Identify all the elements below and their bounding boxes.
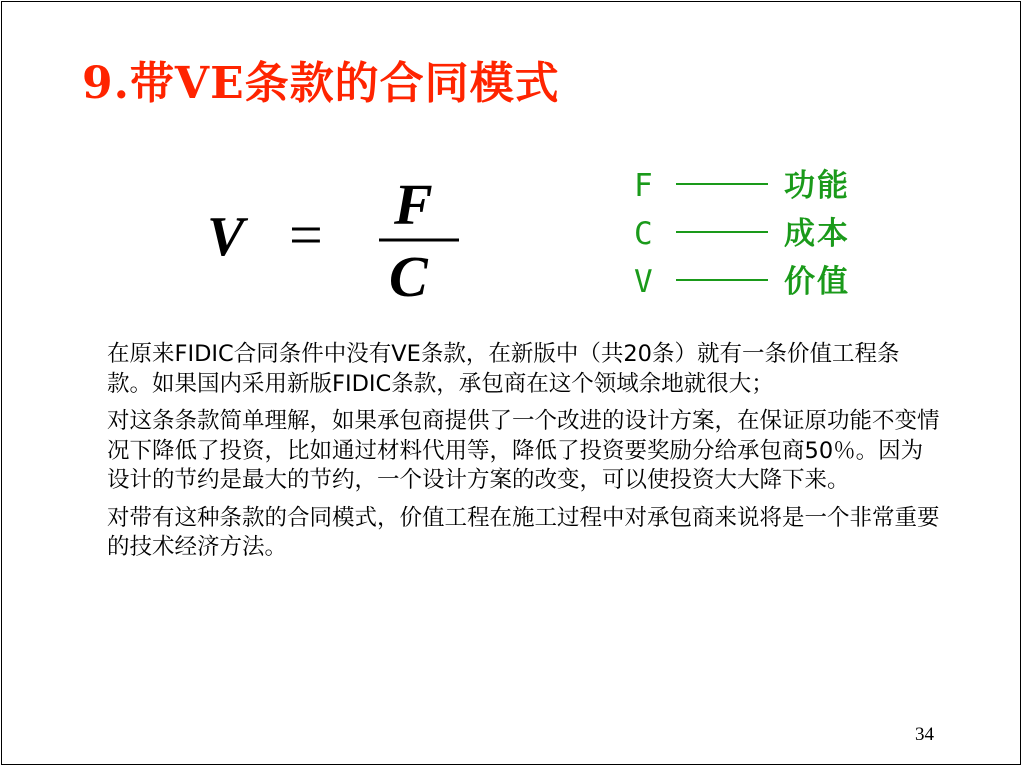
legend-symbol: F bbox=[634, 168, 653, 204]
page-number: 34 bbox=[915, 724, 934, 745]
legend-row-f bbox=[634, 162, 850, 210]
formula-denominator: C bbox=[389, 244, 428, 307]
paragraph-fidic: 在原来FIDIC合同条件中没有VE条款，在新版中（共20条）就有一条价值工程条款。如果国内采用新版FIDIC条款，承包商在这个领域余地就很大； bbox=[107, 341, 900, 397]
legend-dash bbox=[676, 279, 768, 281]
legend-meaning: 功能 bbox=[784, 168, 850, 204]
value-formula bbox=[197, 172, 487, 307]
paragraph-explanation: 对这条条款简单理解，如果承包商提供了一个改进的设计方案，在保证原功能不变情况下降低了投资，比如通过材料代用等，降低了投资要奖励分给承包商50％。因为设计的节约是最大的节约，一个设计方案的改变，可以使投资大大降下来。 bbox=[107, 408, 940, 493]
body-text bbox=[107, 340, 942, 571]
formula-legend bbox=[634, 162, 850, 306]
formula-equals: = bbox=[289, 202, 323, 268]
legend-meaning: 成本 bbox=[784, 216, 850, 252]
slide bbox=[1, 1, 1021, 765]
legend-symbol: C bbox=[634, 216, 653, 252]
formula-lhs: V bbox=[207, 206, 245, 268]
legend-dash bbox=[676, 183, 768, 185]
paragraph-conclusion: 对带有这种条款的合同模式，价值工程在施工过程中对承包商来说将是一个非常重要的技术经济方法。 bbox=[107, 504, 940, 560]
legend-dash bbox=[676, 231, 768, 233]
formula-numerator: F bbox=[394, 172, 433, 237]
legend-symbol: V bbox=[634, 264, 653, 300]
legend-row-c bbox=[634, 210, 850, 258]
slide-title: 9.带VE条款的合同模式 bbox=[82, 58, 560, 109]
legend-meaning: 价值 bbox=[784, 264, 850, 300]
legend-row-v bbox=[634, 258, 850, 306]
